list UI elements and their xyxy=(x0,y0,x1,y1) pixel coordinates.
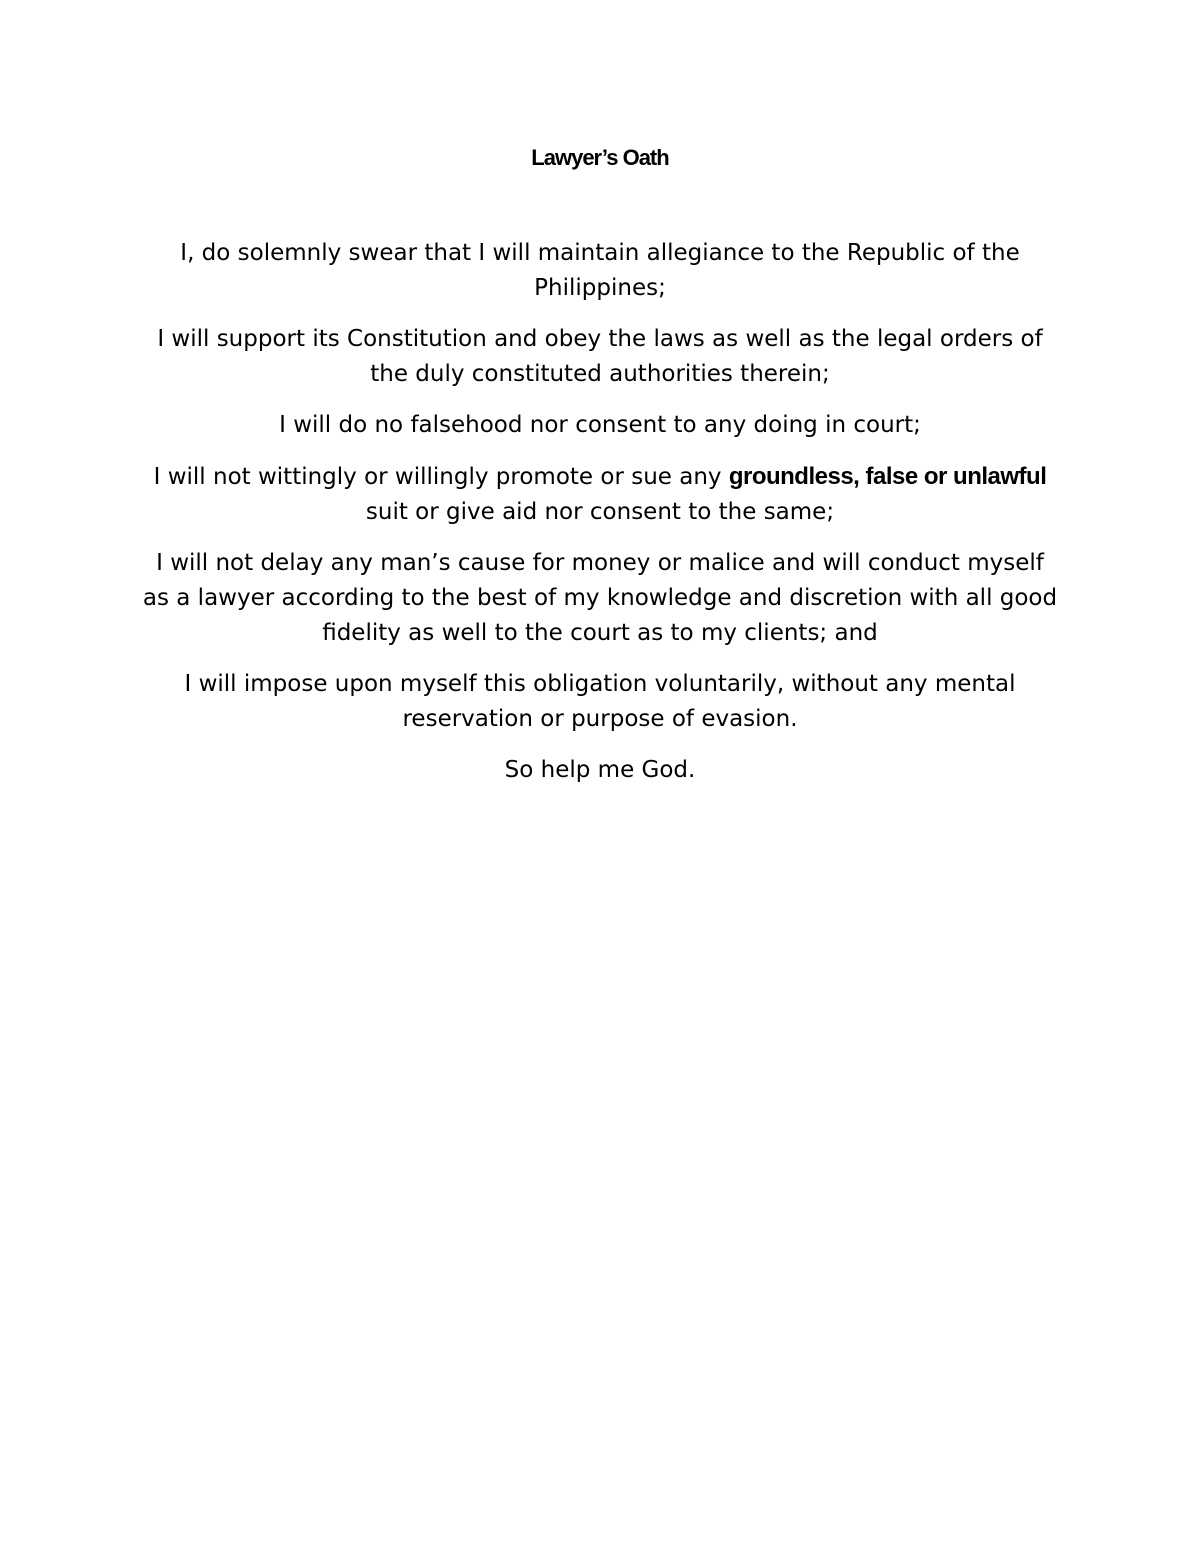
oath-paragraph-conduct: I will not delay any man’s cause for money or malice and will conduct myself as a lawyer according to the best of my knowledge and discretion with all good fidelity as well to the court as to my clients; and xyxy=(142,550,1058,646)
suits-emphasis-text: groundless, false or unlawful xyxy=(728,463,1047,490)
oath-closing: So help me God. xyxy=(504,757,696,783)
suits-text-before: I will not wittingly or willingly promote or sue any xyxy=(153,464,729,490)
suits-text-after: suit or give aid nor consent to the same; xyxy=(365,499,835,525)
oath-paragraph-obligation: I will impose upon myself this obligation voluntarily, without any mental reservation or purpose of evasion. xyxy=(184,671,1016,732)
oath-body xyxy=(140,236,1060,804)
document-title: Lawyer’s Oath xyxy=(531,145,669,170)
oath-paragraph-falsehood: I will do no falsehood nor consent to any doing in court; xyxy=(279,412,921,438)
oath-paragraph-constitution: I will support its Constitution and obey the laws as well as the legal orders of the duly constituted authorities therein; xyxy=(157,326,1043,387)
oath-paragraph-suits xyxy=(140,459,1060,530)
oath-paragraph-allegiance: I, do solemnly swear that I will maintain allegiance to the Republic of the Philippines; xyxy=(180,240,1020,301)
